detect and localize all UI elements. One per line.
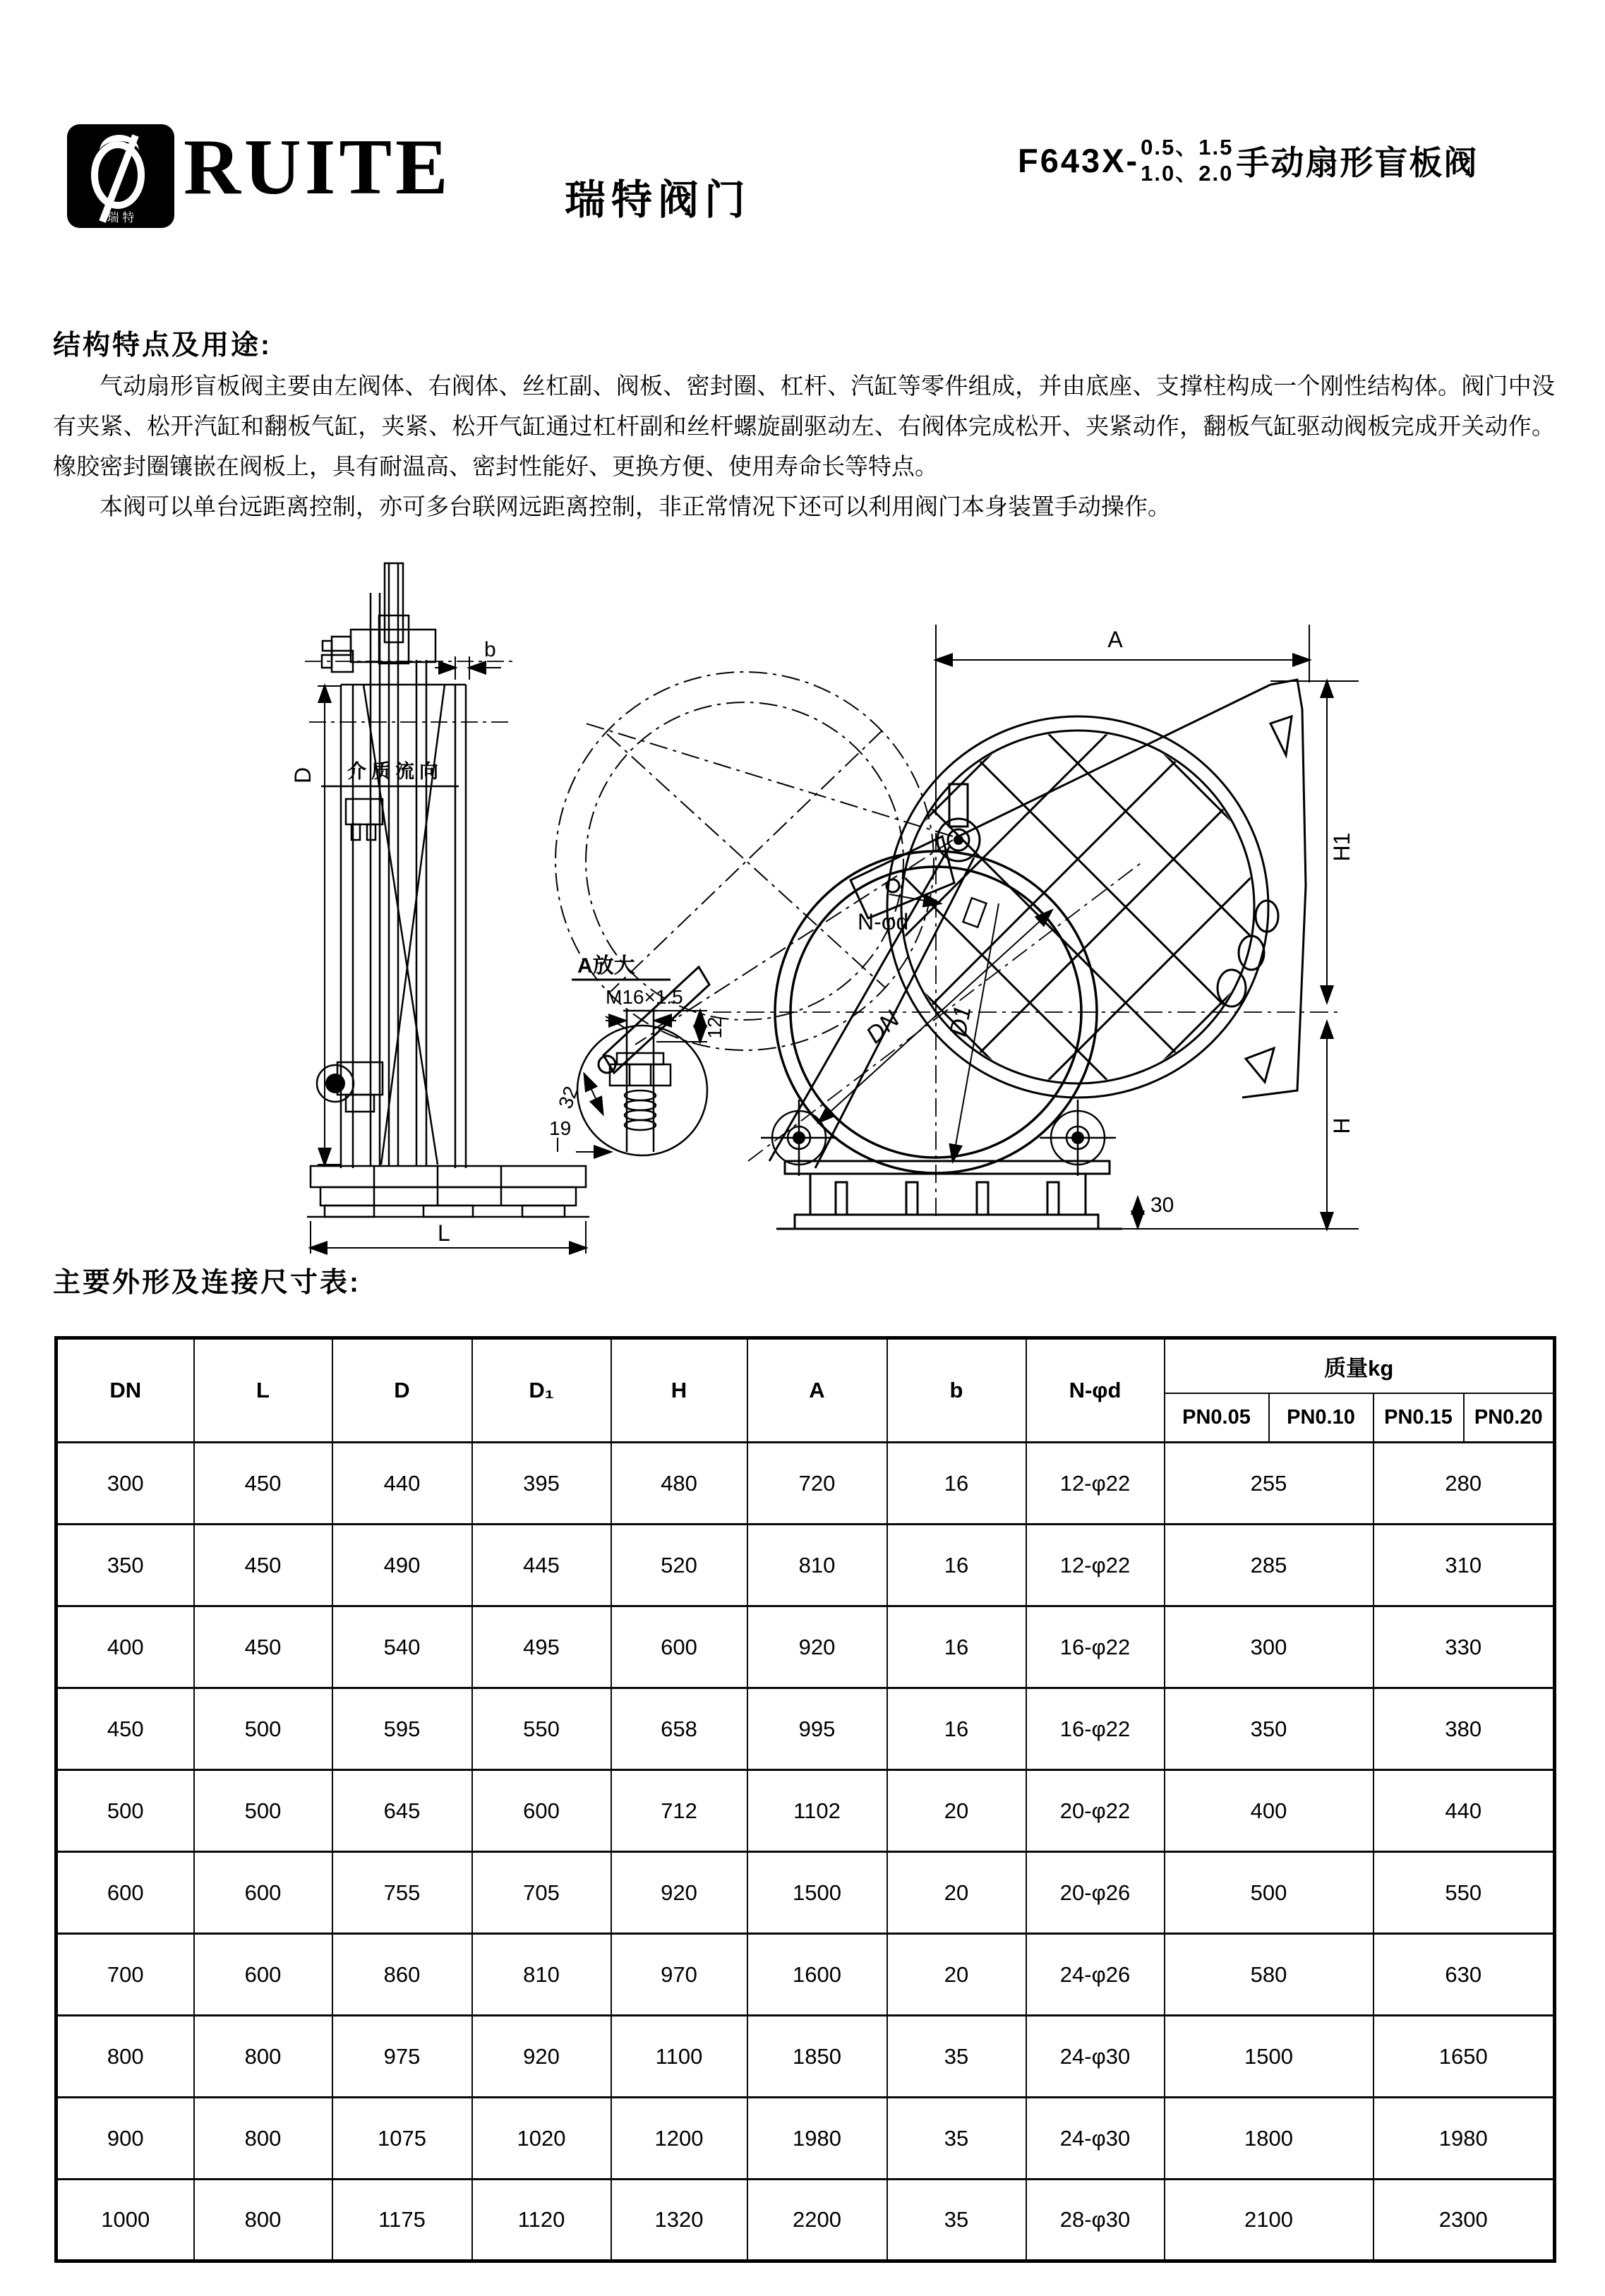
col-header-h: H	[611, 1338, 747, 1443]
cell-h: 712	[611, 1770, 747, 1852]
dim-label-d: D	[290, 767, 315, 783]
cell-h: 970	[611, 1934, 747, 2016]
cell-dn: 350	[56, 1525, 194, 1606]
dim-label-l: L	[438, 1220, 450, 1246]
features-heading: 结构特点及用途:	[53, 330, 272, 361]
cell-w_low: 400	[1165, 1770, 1373, 1852]
cell-a: 2200	[747, 2180, 887, 2261]
cell-a: 720	[747, 1443, 887, 1525]
cell-w_low: 1800	[1165, 2098, 1373, 2180]
cell-dn: 900	[56, 2098, 194, 2180]
cell-d1: 495	[472, 1606, 611, 1688]
cell-w_high: 380	[1373, 1688, 1555, 1770]
cell-n_d: 20-φ22	[1026, 1770, 1165, 1852]
table-row	[56, 1688, 1555, 1770]
ruite-logo-icon	[67, 124, 174, 228]
table-row	[56, 2016, 1555, 2098]
cell-l: 600	[194, 1852, 332, 1934]
cell-w_low: 2100	[1165, 2180, 1373, 2261]
cell-w_high: 330	[1373, 1606, 1555, 1688]
table-row	[56, 1606, 1555, 1688]
col-header-l: L	[194, 1338, 332, 1443]
cell-d: 490	[332, 1525, 472, 1606]
cell-b: 20	[887, 1934, 1026, 2016]
cell-d: 1175	[332, 2180, 472, 2261]
cell-h: 1100	[611, 2016, 747, 2098]
cell-w_high: 310	[1373, 1525, 1555, 1606]
detail-dim-32: 32	[554, 1083, 582, 1112]
detail-dim-19: 19	[549, 1117, 572, 1139]
col-header-d: D	[332, 1338, 472, 1443]
table-row	[56, 1934, 1555, 2016]
cell-w_low: 255	[1165, 1443, 1373, 1525]
detail-title: A放大	[577, 954, 635, 978]
features-body	[53, 366, 1555, 527]
cell-w_high: 630	[1373, 1934, 1555, 2016]
cell-h: 480	[611, 1443, 747, 1525]
cell-l: 500	[194, 1770, 332, 1852]
model-class-top: 0.5、1.5	[1141, 135, 1234, 160]
cell-a: 1600	[747, 1934, 887, 2016]
cell-w_low: 350	[1165, 1688, 1373, 1770]
cell-d1: 445	[472, 1525, 611, 1606]
features-paragraph-2: 本阀可以单台远距离控制，亦可多台联网远距离控制，非正常情况下还可以利用阀门本身装置手动操作。	[100, 493, 1171, 519]
cell-l: 450	[194, 1525, 332, 1606]
col-header-d1: D₁	[472, 1338, 611, 1443]
cell-w_high: 1650	[1373, 2016, 1555, 2098]
cell-l: 800	[194, 2016, 332, 2098]
cell-l: 600	[194, 1934, 332, 2016]
cell-d1: 920	[472, 2016, 611, 2098]
model-pressure-classes	[1141, 134, 1233, 186]
cell-d: 1075	[332, 2098, 472, 2180]
cell-dn: 600	[56, 1852, 194, 1934]
weight-group-header: 质量kg	[1165, 1338, 1555, 1393]
flow-direction-label: 介质流向	[347, 761, 443, 782]
brand-name: RUITE	[184, 124, 452, 211]
cell-a: 920	[747, 1606, 887, 1688]
cell-n_d: 20-φ26	[1026, 1852, 1165, 1934]
cell-dn: 500	[56, 1770, 194, 1852]
cell-d1: 395	[472, 1443, 611, 1525]
cell-w_high: 280	[1373, 1443, 1555, 1525]
dim-label-h1: H1	[1329, 832, 1354, 862]
cell-w_high: 2300	[1373, 2180, 1555, 2261]
cell-d: 440	[332, 1443, 472, 1525]
cell-d: 540	[332, 1606, 472, 1688]
cell-a: 1102	[747, 1770, 887, 1852]
table-row	[56, 2180, 1555, 2261]
table-body	[56, 1443, 1555, 2261]
dim-label-h: H	[1329, 1117, 1354, 1134]
col-header-b: b	[887, 1338, 1026, 1443]
cell-l: 450	[194, 1606, 332, 1688]
table-row	[56, 1770, 1555, 1852]
dim-label-b: b	[484, 638, 496, 661]
cell-w_low: 300	[1165, 1606, 1373, 1688]
cell-h: 1320	[611, 2180, 747, 2261]
cell-l: 800	[194, 2180, 332, 2261]
cell-n_d: 16-φ22	[1026, 1688, 1165, 1770]
cell-n_d: 28-φ30	[1026, 2180, 1165, 2261]
features-paragraph-1: 气动扇形盲板阀主要由左阀体、右阀体、丝杠副、阀板、密封圈、杠杆、汽缸等零件组成，并由底座、支撑柱构成一个刚性结构体。阀门中没有夹紧、松开汽缸和翻板气缸，夹紧、松开气缸通过杠杆副和丝杆螺旋副驱动左、右阀体完成松开、夹紧动作，翻板气缸驱动阀板完成开关动作。橡胶密封圈镶嵌在阀板上，具有耐温高、密封性能好、更换方便、使用寿命长等特点。	[53, 373, 1555, 479]
cell-d1: 810	[472, 1934, 611, 2016]
cell-d: 975	[332, 2016, 472, 2098]
cell-n_d: 24-φ26	[1026, 1934, 1165, 2016]
pivot-bolt	[325, 1074, 345, 1093]
table-row	[56, 1525, 1555, 1606]
cell-a: 810	[747, 1525, 887, 1606]
page-title	[1018, 134, 1478, 186]
model-suffix: 手动扇形盲板阀	[1236, 143, 1479, 181]
cell-h: 520	[611, 1525, 747, 1606]
company-logo	[67, 124, 174, 228]
cell-b: 16	[887, 1606, 1026, 1688]
table-row	[56, 1852, 1555, 1934]
cell-h: 600	[611, 1606, 747, 1688]
cell-d1: 705	[472, 1852, 611, 1934]
cell-w_low: 500	[1165, 1852, 1373, 1934]
detail-dim-12: 12	[704, 1016, 726, 1039]
thread-spec-label: M16×1.5	[606, 986, 683, 1008]
cell-d1: 1120	[472, 2180, 611, 2261]
cell-dn: 450	[56, 1688, 194, 1770]
table-header	[56, 1338, 1555, 1443]
cell-d: 755	[332, 1852, 472, 1934]
cell-l: 500	[194, 1688, 332, 1770]
cell-b: 35	[887, 2180, 1026, 2261]
cell-n_d: 16-φ22	[1026, 1606, 1165, 1688]
cell-dn: 1000	[56, 2180, 194, 2261]
cell-w_low: 285	[1165, 1525, 1373, 1606]
cell-b: 16	[887, 1443, 1026, 1525]
cell-a: 995	[747, 1688, 887, 1770]
logo-caption: 瑞 特	[107, 211, 135, 224]
model-prefix: F643X-	[1018, 141, 1140, 179]
weight-subheader-pn010: PN0.10	[1269, 1393, 1373, 1443]
cell-n_d: 12-φ22	[1026, 1525, 1165, 1606]
detail-view-drawing	[543, 946, 762, 1158]
cell-l: 450	[194, 1443, 332, 1525]
cell-b: 20	[887, 1852, 1026, 1934]
cell-b: 20	[887, 1770, 1026, 1852]
weight-subheader-pn015: PN0.15	[1373, 1393, 1464, 1443]
model-class-bottom: 1.0、2.0	[1141, 161, 1234, 186]
cell-n_d: 24-φ30	[1026, 2098, 1165, 2180]
cell-l: 800	[194, 2098, 332, 2180]
bolt-spec-label: N-φd	[858, 909, 909, 934]
cell-dn: 300	[56, 1443, 194, 1525]
cell-a: 1500	[747, 1852, 887, 1934]
cell-d: 860	[332, 1934, 472, 2016]
cell-w_high: 550	[1373, 1852, 1555, 1934]
table-heading: 主要外形及连接尺寸表:	[53, 1268, 361, 1298]
col-header-nphid: N-φd	[1026, 1338, 1165, 1443]
dim-label-30: 30	[1150, 1194, 1174, 1217]
cell-h: 920	[611, 1852, 747, 1934]
cell-dn: 800	[56, 2016, 194, 2098]
dimensions-table	[54, 1336, 1556, 2263]
cell-w_low: 1500	[1165, 2016, 1373, 2098]
cell-w_high: 440	[1373, 1770, 1555, 1852]
cell-w_low: 580	[1165, 1934, 1373, 2016]
cell-a: 1850	[747, 2016, 887, 2098]
cell-d1: 1020	[472, 2098, 611, 2180]
cell-b: 16	[887, 1525, 1026, 1606]
cell-d1: 550	[472, 1688, 611, 1770]
table-row	[56, 1443, 1555, 1525]
dim-label-a: A	[1107, 627, 1123, 652]
col-header-dn: DN	[56, 1338, 194, 1443]
cell-h: 658	[611, 1688, 747, 1770]
dim-label-d1: D1	[944, 1003, 977, 1039]
dim-label-dn: DN	[860, 1005, 905, 1049]
weight-subheader-pn020: PN0.20	[1464, 1393, 1555, 1443]
cell-a: 1980	[747, 2098, 887, 2180]
cell-dn: 400	[56, 1606, 194, 1688]
cell-n_d: 24-φ30	[1026, 2016, 1165, 2098]
cell-dn: 700	[56, 1934, 194, 2016]
cell-b: 16	[887, 1688, 1026, 1770]
cell-d: 595	[332, 1688, 472, 1770]
cell-n_d: 12-φ22	[1026, 1443, 1165, 1525]
cell-d1: 600	[472, 1770, 611, 1852]
brand-name-cn: 瑞特阀门	[565, 177, 752, 223]
cell-w_high: 1980	[1373, 2098, 1555, 2180]
table-row	[56, 2098, 1555, 2180]
cell-h: 1200	[611, 2098, 747, 2180]
cell-d: 645	[332, 1770, 472, 1852]
cell-b: 35	[887, 2098, 1026, 2180]
weight-subheader-pn005: PN0.05	[1165, 1393, 1269, 1443]
col-header-a: A	[747, 1338, 887, 1443]
cell-b: 35	[887, 2016, 1026, 2098]
